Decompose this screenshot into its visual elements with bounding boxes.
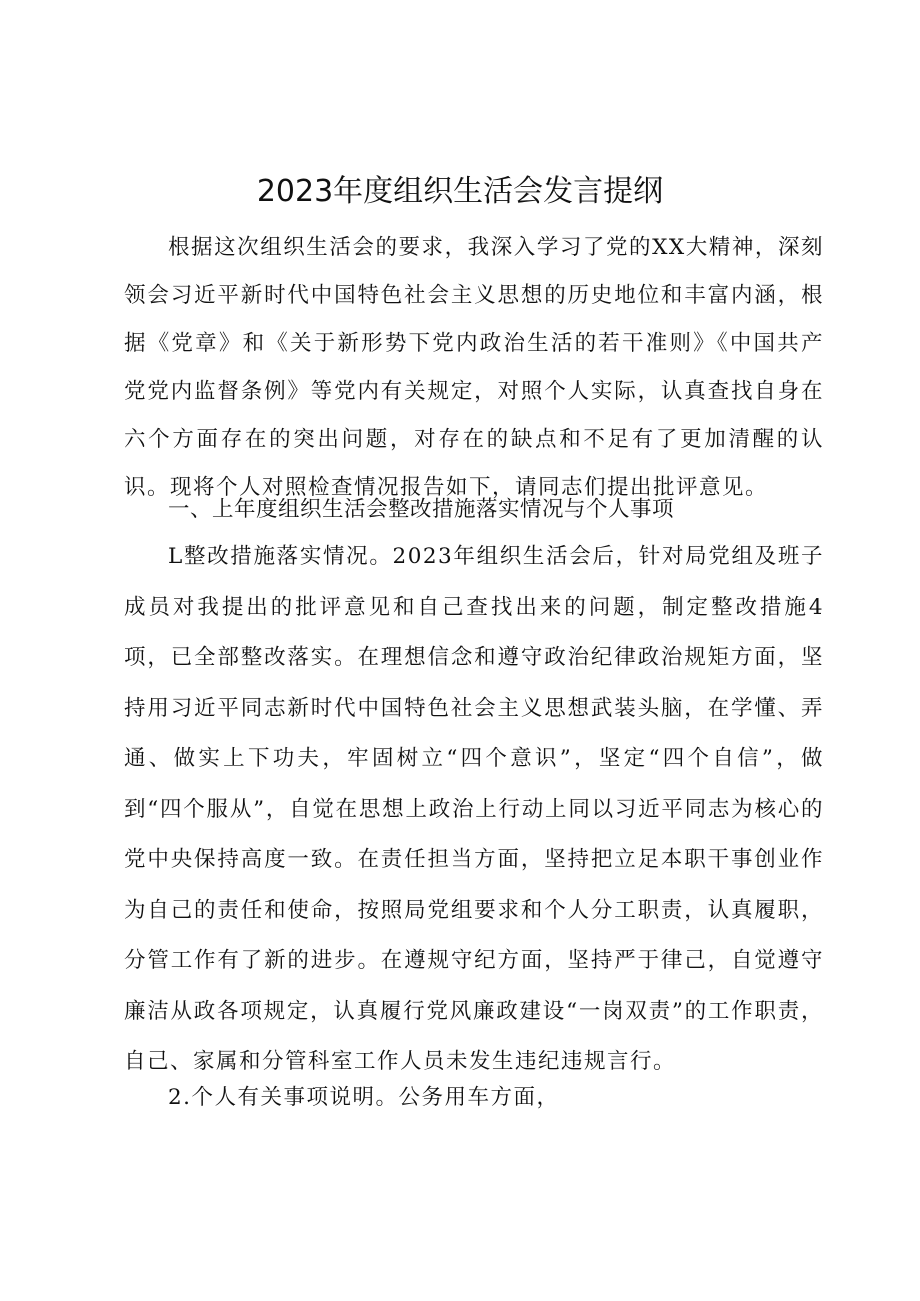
document-title: 2023年度组织生活会发言提纲 xyxy=(256,174,664,209)
section-heading: 一、上年度组织生活会整改措施落实情况与个人事项 xyxy=(168,497,675,522)
rectification-paragraph: L整改措施落实情况。2023年组织生活会后，针对局党组及班子成员对我提出的批评意见和自己查找出来的问题，制定整改措施4项，已全部整改落实。在理想信念和遵守政治纪律政治规矩方面，坚持用习近平同志新时代中国特色社会主义思想武装头脑，在学懂、弄通、做实上下功夫，牢固树立“四个意识”，坚定“四个自信”，做到“四个服从”，自觉在思想上政治上行动上同以习近平同志为核心的党中央保持高度一致。在责任担当方面，坚持把立足本职干事创业作为自己的责任和使命，按照局党组要求和个人分工职责，认真履职，分管工作有了新的进步。在遵规守纪方面，坚持严于律己，自觉遵守廉洁从政各项规定，认真履行党风廉政建设“一岗双责”的工作职责，自己、家属和分管科室工作人员未发生违纪违规言行。 xyxy=(124,544,824,1074)
personal-matters-paragraph: 2.个人有关事项说明。公务用车方面， xyxy=(168,1085,560,1110)
intro-paragraph: 根据这次组织生活会的要求，我深入学习了党的XX大精神，深刻领会习近平新时代中国特色社会主义思想的历史地位和丰富内涵，根据《党章》和《关于新形势下党内政治生活的若干准则》《中国共产党党内监督条例》等党内有关规定，对照个人实际，认真查找自身在六个方面存在的突出问题，对存在的缺点和不足有了更加清醒的认识。现将个人对照检查情况报告如下，请同志们提出批评意见。 xyxy=(124,235,824,500)
